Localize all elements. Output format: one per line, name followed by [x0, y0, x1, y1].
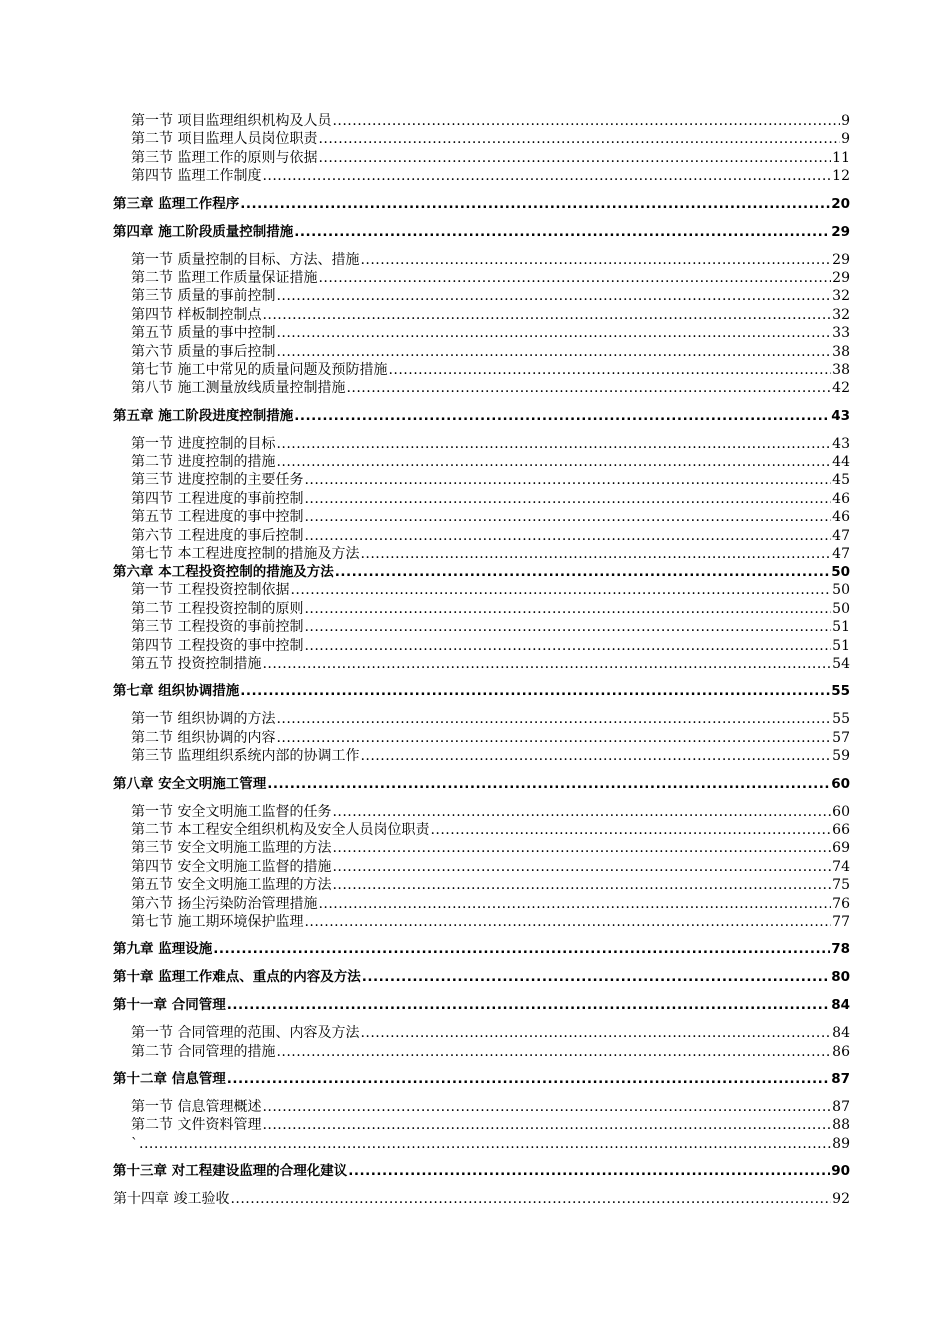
toc-dot-leader	[276, 729, 831, 747]
toc-page-number: 11	[832, 149, 850, 166]
toc-entry-title: 第六节 扬尘污染防治管理措施	[131, 895, 318, 912]
toc-section-entry[interactable]	[113, 130, 850, 148]
toc-entry-title: 第十一章 合同管理	[113, 997, 226, 1014]
toc-dot-leader	[332, 839, 831, 857]
toc-entry-title: 第五节 质量的事中控制	[131, 325, 276, 342]
toc-entry-title: 第七节 本工程进度控制的措施及方法	[131, 546, 360, 563]
toc-entry-title: 第二节 进度控制的措施	[131, 454, 276, 471]
toc-page-number: 46	[832, 490, 850, 507]
toc-entry-title: 第二节 项目监理人员岗位职责	[131, 131, 318, 148]
toc-dot-leader	[332, 112, 840, 130]
toc-section-entry[interactable]	[113, 600, 850, 618]
toc-page-number: 29	[832, 251, 850, 268]
toc-entry-title: 第二节 合同管理的措施	[131, 1043, 276, 1060]
toc-entry-title: 第三节 进度控制的主要任务	[131, 472, 304, 489]
toc-section-entry[interactable]	[113, 453, 850, 471]
toc-section-entry[interactable]	[113, 251, 850, 269]
toc-dot-leader	[276, 343, 831, 361]
toc-dot-leader	[276, 287, 831, 305]
toc-entry-title: 第七节 施工期环境保护监理	[131, 913, 304, 930]
toc-entry-title: 第六节 质量的事后控制	[131, 343, 276, 360]
toc-dot-leader	[318, 130, 840, 148]
toc-page-number: 38	[832, 361, 850, 378]
toc-chapter-entry[interactable]	[113, 968, 850, 986]
toc-section-entry[interactable]	[113, 1024, 850, 1042]
toc-dot-leader	[304, 490, 831, 508]
toc-dot-leader	[304, 508, 831, 526]
toc-entry-title: 第八节 施工测量放线质量控制措施	[131, 380, 346, 397]
toc-page-number: 29	[831, 223, 850, 240]
toc-page-number: 69	[832, 840, 850, 857]
toc-page-number: 50	[832, 582, 850, 599]
toc-section-entry[interactable]	[113, 527, 850, 545]
toc-section-entry[interactable]	[113, 490, 850, 508]
toc-chapter-entry[interactable]	[113, 775, 850, 793]
toc-page-number: 33	[832, 325, 850, 342]
toc-section-entry[interactable]	[113, 637, 850, 655]
toc-page-number: 42	[832, 380, 850, 397]
toc-entry-title: 第一节 组织协调的方法	[131, 711, 276, 728]
toc-entry-title: 第三章 监理工作程序	[113, 195, 240, 212]
toc-page-number: 43	[832, 435, 850, 452]
toc-page-number: 80	[831, 969, 850, 986]
toc-page-number: 38	[832, 343, 850, 360]
toc-page-number: 84	[831, 997, 850, 1014]
toc-entry-title: 第二节 监理工作质量保证措施	[131, 269, 318, 286]
toc-dot-leader	[335, 563, 831, 581]
toc-chapter-entry[interactable]	[113, 407, 850, 425]
toc-dot-leader	[430, 821, 831, 839]
table-of-contents	[113, 112, 850, 1208]
toc-section-entry[interactable]	[113, 913, 850, 931]
toc-page-number: 47	[832, 546, 850, 563]
toc-dot-leader	[213, 940, 830, 958]
toc-section-entry[interactable]	[113, 618, 850, 636]
toc-entry-title: 第一节 信息管理概述	[131, 1099, 262, 1116]
toc-section-entry[interactable]	[113, 895, 850, 913]
toc-page-number: 60	[832, 803, 850, 820]
toc-dot-leader	[318, 895, 831, 913]
toc-section-entry[interactable]	[113, 167, 850, 185]
toc-entry-title: 第四节 工程进度的事前控制	[131, 490, 304, 507]
toc-entry-title: 第二节 工程投资控制的原则	[131, 600, 304, 617]
toc-page-number: 66	[832, 821, 850, 838]
toc-dot-leader	[332, 858, 831, 876]
toc-dot-leader	[262, 655, 831, 673]
toc-entry-title: 第一节 进度控制的目标	[131, 435, 276, 452]
toc-page-number: 74	[832, 858, 850, 875]
toc-page-number: 55	[832, 711, 850, 728]
toc-dot-leader	[318, 269, 831, 287]
toc-entry-title: 第四节 样板制控制点	[131, 306, 262, 323]
toc-entry-title: 第三节 安全文明施工监理的方法	[131, 840, 332, 857]
toc-dot-leader	[262, 306, 831, 324]
toc-entry-title: 第二节 组织协调的内容	[131, 729, 276, 746]
toc-section-entry[interactable]	[113, 1098, 850, 1116]
toc-page-number: 76	[832, 895, 850, 912]
toc-section-entry[interactable]	[113, 269, 850, 287]
toc-section-entry[interactable]	[113, 729, 850, 747]
toc-dot-leader	[360, 747, 831, 765]
toc-dot-leader	[360, 1024, 831, 1042]
toc-entry-title: 第四节 工程投资的事中控制	[131, 637, 304, 654]
toc-entry-title: 第八章 安全文明施工管理	[113, 775, 267, 792]
toc-section-entry[interactable]	[113, 287, 850, 305]
toc-page-number: 55	[831, 683, 850, 700]
toc-entry-title: 第九章 监理设施	[113, 941, 213, 958]
toc-section-entry[interactable]	[113, 545, 850, 563]
toc-dot-leader	[290, 581, 831, 599]
toc-section-entry[interactable]	[113, 821, 850, 839]
toc-chapter-entry[interactable]	[113, 682, 850, 700]
toc-section-entry[interactable]	[113, 306, 850, 324]
toc-dot-leader	[318, 149, 831, 167]
toc-dot-leader	[240, 195, 830, 213]
toc-page-number: 47	[832, 527, 850, 544]
toc-page-number: 32	[832, 306, 850, 323]
toc-page-number: 89	[832, 1135, 850, 1152]
toc-dot-leader	[267, 775, 830, 793]
toc-chapter-entry[interactable]	[113, 1162, 850, 1180]
toc-section-entry[interactable]	[113, 112, 850, 130]
toc-entry-title: 第七章 组织协调措施	[113, 683, 240, 700]
toc-entry-title: 第一节 质量控制的目标、方法、措施	[131, 251, 360, 268]
toc-entry-title: 第一节 项目监理组织机构及人员	[131, 113, 332, 129]
toc-section-entry[interactable]	[113, 361, 850, 379]
toc-section-entry[interactable]	[113, 149, 850, 167]
toc-section-entry[interactable]	[113, 508, 850, 526]
toc-entry-title: 第四章 施工阶段质量控制措施	[113, 223, 294, 240]
toc-section-entry[interactable]	[113, 1116, 850, 1134]
toc-dot-leader	[388, 361, 831, 379]
toc-dot-leader	[304, 618, 831, 636]
toc-entry-title: 第六节 工程进度的事后控制	[131, 527, 304, 544]
toc-page-number: 78	[831, 941, 850, 958]
toc-entry-title: 第三节 监理工作的原则与依据	[131, 149, 318, 166]
toc-section-entry[interactable]	[113, 379, 850, 397]
toc-page-number: 59	[832, 748, 850, 765]
toc-entry-title: `	[131, 1135, 138, 1152]
toc-entry-title: 第一节 合同管理的范围、内容及方法	[131, 1025, 360, 1042]
toc-section-entry[interactable]	[113, 655, 850, 673]
toc-entry-title: 第五节 投资控制措施	[131, 655, 262, 672]
toc-dot-leader	[230, 1190, 831, 1208]
toc-chapter-entry[interactable]	[113, 1190, 850, 1208]
toc-entry-title: 第二节 本工程安全组织机构及安全人员岗位职责	[131, 821, 430, 838]
toc-dot-leader	[332, 803, 831, 821]
toc-page-number: 51	[832, 637, 850, 654]
toc-page-number: 29	[832, 269, 850, 286]
toc-entry-title: 第一节 安全文明施工监督的任务	[131, 803, 332, 820]
toc-page-number: 45	[832, 472, 850, 489]
toc-section-entry[interactable]	[113, 1043, 850, 1061]
toc-chapter-entry[interactable]	[113, 223, 850, 241]
toc-dot-leader	[304, 600, 831, 618]
toc-page-number: 9	[841, 131, 850, 148]
toc-entry-title: 第七节 施工中常见的质量问题及预防措施	[131, 361, 388, 378]
toc-dot-leader	[360, 251, 831, 269]
toc-dot-leader	[262, 1098, 831, 1116]
toc-page-number: 50	[831, 564, 850, 581]
toc-chapter-entry[interactable]	[113, 563, 850, 581]
toc-section-entry[interactable]	[113, 747, 850, 765]
toc-entry-title: 第二节 文件资料管理	[131, 1117, 262, 1134]
toc-section-entry[interactable]	[113, 710, 850, 728]
toc-chapter-entry[interactable]	[113, 996, 850, 1014]
toc-page-number: 12	[832, 168, 850, 185]
toc-dot-leader	[240, 682, 830, 700]
toc-dot-leader	[346, 379, 831, 397]
toc-dot-leader	[294, 223, 830, 241]
toc-dot-leader	[276, 1043, 831, 1061]
toc-dot-leader	[276, 435, 831, 453]
toc-page-number: 75	[832, 877, 850, 894]
toc-page-number: 86	[832, 1043, 850, 1060]
toc-section-entry[interactable]	[113, 471, 850, 489]
toc-chapter-entry[interactable]	[113, 195, 850, 213]
toc-section-entry[interactable]	[113, 581, 850, 599]
toc-dot-leader	[304, 527, 831, 545]
toc-dot-leader	[304, 637, 831, 655]
toc-dot-leader	[332, 876, 831, 894]
toc-entry-title: 第四节 安全文明施工监督的措施	[131, 858, 332, 875]
toc-page-number: 77	[832, 913, 850, 930]
toc-dot-leader	[276, 324, 831, 342]
toc-section-entry[interactable]	[113, 839, 850, 857]
toc-dot-leader	[304, 471, 831, 489]
toc-page-number: 50	[832, 600, 850, 617]
toc-dot-leader	[294, 407, 830, 425]
toc-dot-leader	[227, 996, 831, 1014]
toc-dot-leader	[227, 1070, 831, 1088]
toc-entry-title: 第十二章 信息管理	[113, 1071, 226, 1088]
toc-entry-title: 第五节 安全文明施工监理的方法	[131, 877, 332, 894]
toc-dot-leader	[348, 1162, 830, 1180]
toc-dot-leader	[139, 1135, 831, 1153]
toc-dot-leader	[304, 913, 831, 931]
toc-dot-leader	[276, 453, 831, 471]
toc-section-entry[interactable]	[113, 343, 850, 361]
toc-dot-leader	[360, 545, 831, 563]
toc-page-number: 84	[832, 1025, 850, 1042]
toc-page-number: 92	[832, 1191, 850, 1208]
toc-page-number: 20	[831, 195, 850, 212]
toc-page-number: 90	[831, 1163, 850, 1180]
toc-entry-title: 第十四章 竣工验收	[113, 1191, 230, 1208]
toc-entry-title: 第三节 质量的事前控制	[131, 288, 276, 305]
toc-section-entry[interactable]	[113, 803, 850, 821]
toc-page-number: 9	[841, 113, 850, 129]
toc-entry-title: 第五章 施工阶段进度控制措施	[113, 407, 294, 424]
toc-page-number: 88	[832, 1117, 850, 1134]
toc-entry-title: 第四节 监理工作制度	[131, 168, 262, 185]
toc-entry-title: 第三节 监理组织系统内部的协调工作	[131, 748, 360, 765]
toc-entry-title: 第三节 工程投资的事前控制	[131, 619, 304, 636]
toc-dot-leader	[276, 710, 831, 728]
toc-section-entry[interactable]	[113, 876, 850, 894]
toc-dot-leader	[262, 167, 831, 185]
toc-entry-title: 第五节 工程进度的事中控制	[131, 509, 304, 526]
toc-page-number: 54	[832, 655, 850, 672]
toc-page-number: 60	[831, 775, 850, 792]
toc-entry-title: 第一节 工程投资控制依据	[131, 582, 290, 599]
toc-section-entry[interactable]	[113, 1135, 850, 1153]
toc-page-number: 46	[832, 509, 850, 526]
toc-entry-title: 第六章 本工程投资控制的措施及方法	[113, 564, 334, 581]
toc-section-entry[interactable]	[113, 324, 850, 342]
toc-chapter-entry[interactable]	[113, 940, 850, 958]
toc-page-number: 51	[832, 619, 850, 636]
toc-page-number: 43	[831, 407, 850, 424]
toc-dot-leader	[262, 1116, 831, 1134]
toc-page-number: 57	[832, 729, 850, 746]
toc-dot-leader	[362, 968, 831, 986]
toc-page-number: 44	[832, 454, 850, 471]
toc-chapter-entry[interactable]	[113, 1070, 850, 1088]
toc-page-number: 87	[831, 1071, 850, 1088]
toc-entry-title: 第十三章 对工程建设监理的合理化建议	[113, 1163, 348, 1180]
toc-page-number: 87	[832, 1099, 850, 1116]
toc-page-number: 32	[832, 288, 850, 305]
toc-section-entry[interactable]	[113, 435, 850, 453]
toc-section-entry[interactable]	[113, 858, 850, 876]
toc-entry-title: 第十章 监理工作难点、重点的内容及方法	[113, 969, 361, 986]
